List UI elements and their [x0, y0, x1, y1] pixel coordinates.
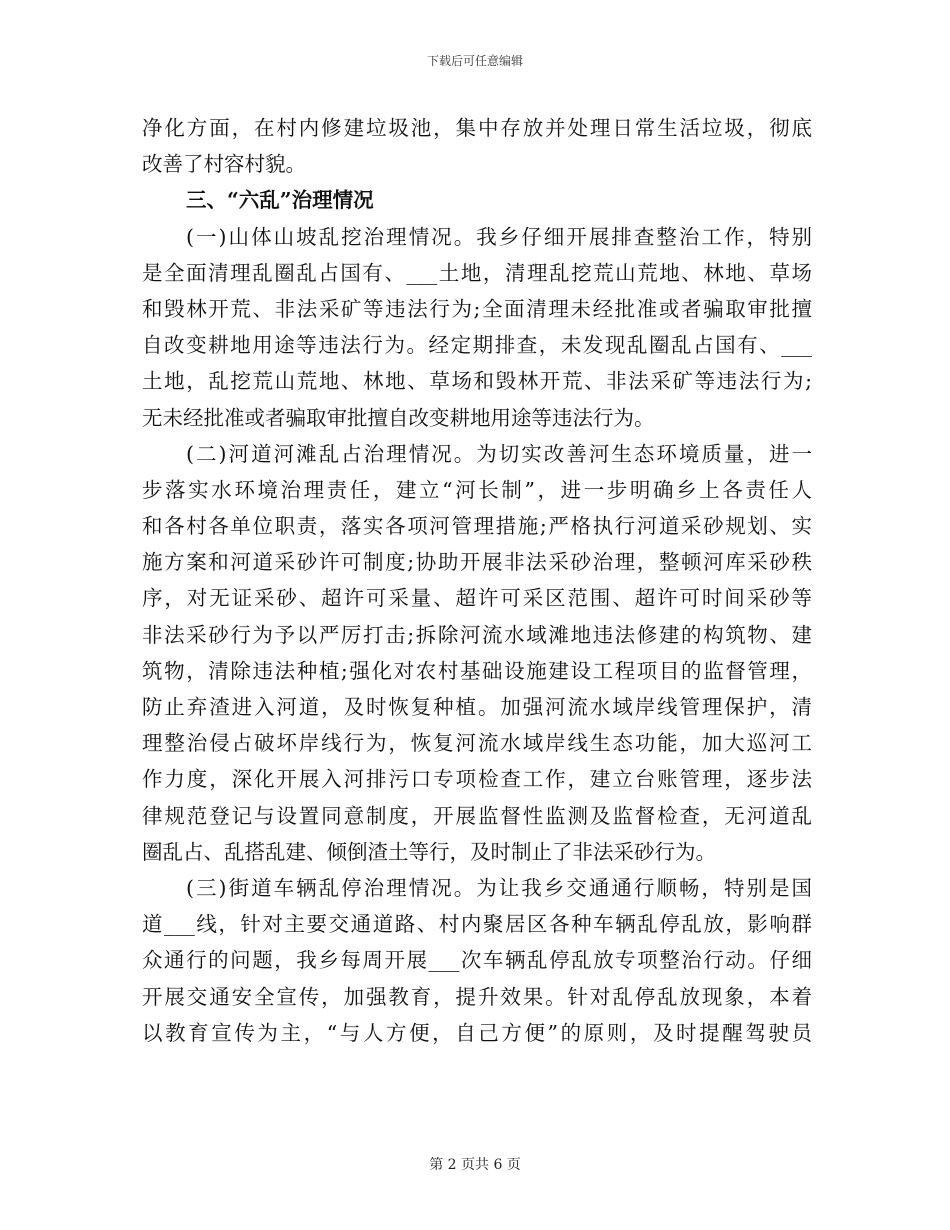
paragraph-first-line: (二)河道河滩乱占治理情况。为切实改善河生态环境质量，进一	[186, 441, 812, 466]
text-line: 筑物，清除违法种植;强化对农村基础设施建设工程项目的监督管理，	[142, 658, 812, 683]
text-line: 改善了村容村貌。	[142, 152, 306, 177]
text-line: 以教育宣传为主，“与人方便，自己方便”的原则，及时提醒驾驶员	[142, 1020, 812, 1045]
text-line: 律规范登记与设置同意制度，开展监督性监测及监督检查，无河道乱	[142, 803, 812, 828]
paragraph-first-line: (一)山体山坡乱挖治理情况。我乡仔细开展排查整治工作，特别	[186, 224, 812, 249]
text-line: 理整治侵占破坏岸线行为，恢复河流水域岸线生态功能，加大巡河工	[142, 731, 812, 756]
document-body	[142, 110, 812, 1051]
text-line: 序，对无证采砂、超许可采量、超许可采区范围、超许可时间采砂等	[142, 586, 812, 611]
text-line: 步落实水环境治理责任，建立“河长制”，进一步明确乡上各责任人	[142, 477, 812, 502]
text-line: 土地，乱挖荒山荒地、林地、草场和毁林开荒、非法采矿等违法行为;	[142, 369, 812, 394]
text-line: 道___线，针对主要交通道路、村内聚居区各种车辆乱停乱放，影响群	[142, 912, 812, 937]
text-line: 非法采砂行为予以严厉打击;拆除河流水域滩地违法修建的构筑物、建	[142, 622, 812, 647]
text-line: 净化方面，在村内修建垃圾池，集中存放并处理日常生活垃圾，彻底	[142, 116, 812, 140]
text-line: 是全面清理乱圈乱占国有、___土地，清理乱挖荒山荒地、林地、草场	[142, 260, 812, 285]
text-line: 和各村各单位职责，落实各项河管理措施;严格执行河道采砂规划、实	[142, 514, 812, 539]
paragraph-first-line: (三)街道车辆乱停治理情况。为让我乡交通通行顺畅，特别是国	[186, 875, 812, 900]
text-line: 无未经批准或者骗取审批擅自改变耕地用途等违法行为。	[142, 405, 655, 430]
text-line: 众通行的问题，我乡每周开展___次车辆乱停乱放专项整治行动。仔细	[142, 948, 812, 973]
text-line: 圈乱占、乱搭乱建、倾倒渣土等行，及时制止了非法采砂行为。	[142, 839, 716, 864]
text-line: 施方案和河道采砂许可制度;协助开展非法采砂治理，整顿河库采砂秩	[142, 550, 812, 575]
text-line: 防止弃渣进入河道，及时恢复种植。加强河流水域岸线管理保护，清	[142, 695, 812, 719]
page-header: 下载后可任意编辑	[426, 54, 523, 68]
text-line: 和毁林开荒、非法采矿等违法行为;全面清理未经批准或者骗取审批擅	[142, 296, 812, 321]
text-line: 作力度，深化开展入河排污口专项检查工作，建立台账管理，逐步法	[142, 767, 812, 792]
page-number-footer: 第 2 页共 6 页	[429, 1157, 521, 1173]
text-line: 自改变耕地用途等违法行为。经定期排查，未发现乱圈乱占国有、___	[142, 333, 812, 358]
text-line: 开展交通安全宣传，加强教育，提升效果。针对乱停乱放现象，本着	[142, 984, 812, 1009]
section-heading: 三、“六乱”治理情况	[186, 188, 374, 213]
